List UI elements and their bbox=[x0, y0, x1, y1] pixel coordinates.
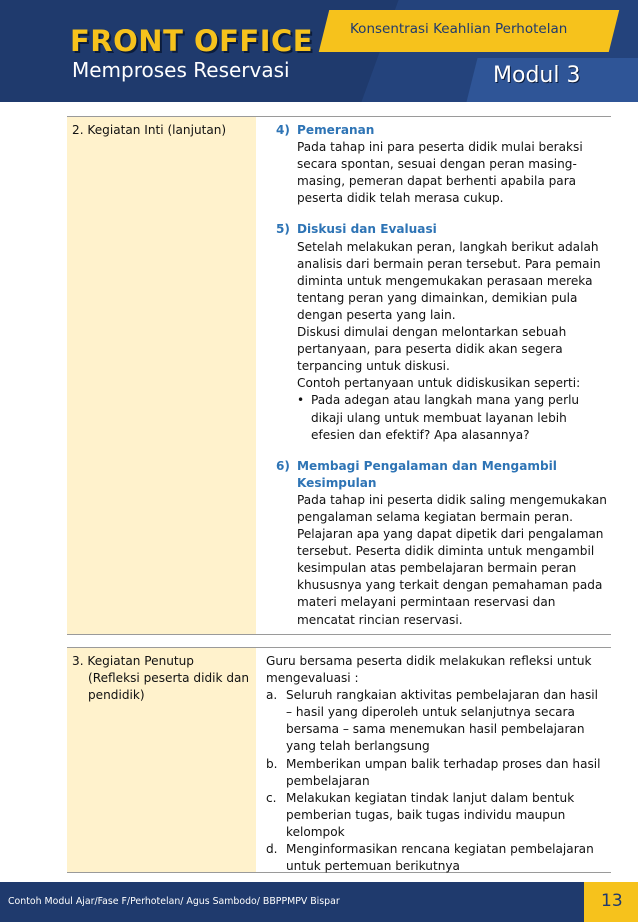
step-heading: Membagi Pengalaman dan Mengambil Kesimpulan bbox=[297, 458, 557, 490]
reflection-intro: Guru bersama peserta didik melakukan refleksi untuk mengevaluasi : bbox=[266, 654, 592, 686]
step-paragraph: Pada tahap ini peserta didik saling mengemukakan pengalaman selama kegiatan bermain peran. Pelajaran apa yang dapat dipetik dari pengalaman tersebut. Peserta didik diminta untuk mengambil kesimpulan atas pembelajaran bermain peran khususnya yang terkait dengan pemahaman pada materi melayani permintaan reservasi dan mencatat rincian reservasi. bbox=[297, 492, 607, 627]
table-row bbox=[67, 647, 611, 873]
activity-label: 2. Kegiatan Inti (lanjutan) bbox=[72, 123, 227, 137]
bullet-item bbox=[297, 392, 607, 443]
list-item bbox=[266, 687, 607, 755]
page-footer bbox=[0, 882, 638, 922]
step-number: 4) bbox=[276, 123, 290, 137]
table-cell-activity bbox=[67, 117, 256, 634]
page-header bbox=[0, 0, 638, 102]
step-item bbox=[276, 122, 607, 207]
list-item bbox=[266, 790, 607, 841]
step-heading: Pemeranan bbox=[297, 123, 375, 137]
step-item bbox=[276, 221, 607, 443]
concentration-label: Konsentrasi Keahlian Perhotelan bbox=[350, 21, 568, 37]
step-number: 5) bbox=[276, 222, 290, 237]
step-paragraph: Contoh pertanyaan untuk didiskusikan seperti: bbox=[297, 376, 581, 391]
module-number: Modul 3 bbox=[493, 63, 581, 88]
list-marker: d. bbox=[266, 842, 278, 857]
activity-sublabel: (Refleksi peserta didik dan pendidik) bbox=[88, 671, 250, 703]
list-item bbox=[266, 841, 607, 875]
table-cell-description bbox=[256, 648, 611, 872]
step-item bbox=[276, 458, 607, 629]
step-heading: Diskusi dan Evaluasi bbox=[297, 222, 437, 237]
list-marker: a. bbox=[266, 688, 278, 703]
step-paragraph: Setelah melakukan peran, langkah berikut adalah analisis dari bermain peran tersebut. Para pemain diminta untuk mengemukakan perasaan mereka tentang peran yang dimainkan, demikian pula dengan peserta yang lain. bbox=[297, 239, 601, 322]
module-title: FRONT OFFICE bbox=[70, 24, 314, 58]
table-cell-activity bbox=[67, 648, 256, 872]
list-text: Menginformasikan rencana kegiatan pembelajaran untuk pertemuan berikutnya bbox=[286, 842, 594, 874]
table-row bbox=[67, 116, 611, 635]
list-text: Memberikan umpan balik terhadap proses dan hasil pembelajaran bbox=[286, 756, 601, 788]
step-number: 6) bbox=[276, 458, 290, 473]
page-number: 13 bbox=[601, 891, 623, 911]
step-paragraph: Diskusi dimulai dengan melontarkan sebuah pertanyaan, para peserta didik akan segera terpancing untuk diskusi. bbox=[297, 325, 567, 374]
activity-table bbox=[67, 116, 611, 873]
list-marker: c. bbox=[266, 790, 277, 805]
bullet-text: Pada adegan atau langkah mana yang perlu dikaji ulang untuk membuat layanan lebih efesien dan efektif? Apa alasannya? bbox=[311, 393, 580, 442]
reflection-list bbox=[266, 687, 607, 875]
activity-label: 3. Kegiatan Penutup bbox=[72, 654, 194, 668]
module-subtitle: Memproses Reservasi bbox=[72, 58, 290, 82]
footer-credit: Contoh Modul Ajar/Fase F/Perhotelan/ Agus Sambodo/ BBPPMPV Bispar bbox=[8, 896, 340, 907]
list-item bbox=[266, 756, 607, 790]
table-cell-description bbox=[256, 117, 611, 634]
step-paragraph: Pada tahap ini para peserta didik mulai beraksi secara spontan, sesuai dengan peran masing-masing, pemeran dapat berhenti apabila para peserta didik telah merasa cukup. bbox=[297, 140, 583, 206]
list-marker: b. bbox=[266, 756, 278, 771]
list-text: Melakukan kegiatan tindak lanjut dalam bentuk pemberian tugas, baik tugas individu maupun kelompok bbox=[286, 790, 575, 839]
bullet-marker: • bbox=[297, 393, 305, 408]
list-text: Seluruh rangkaian aktivitas pembelajaran dan hasil – hasil yang diperoleh untuk selanjutnya secara bersama – sama menemukan hasil pembelajaran yang telah berlangsung bbox=[286, 688, 598, 754]
